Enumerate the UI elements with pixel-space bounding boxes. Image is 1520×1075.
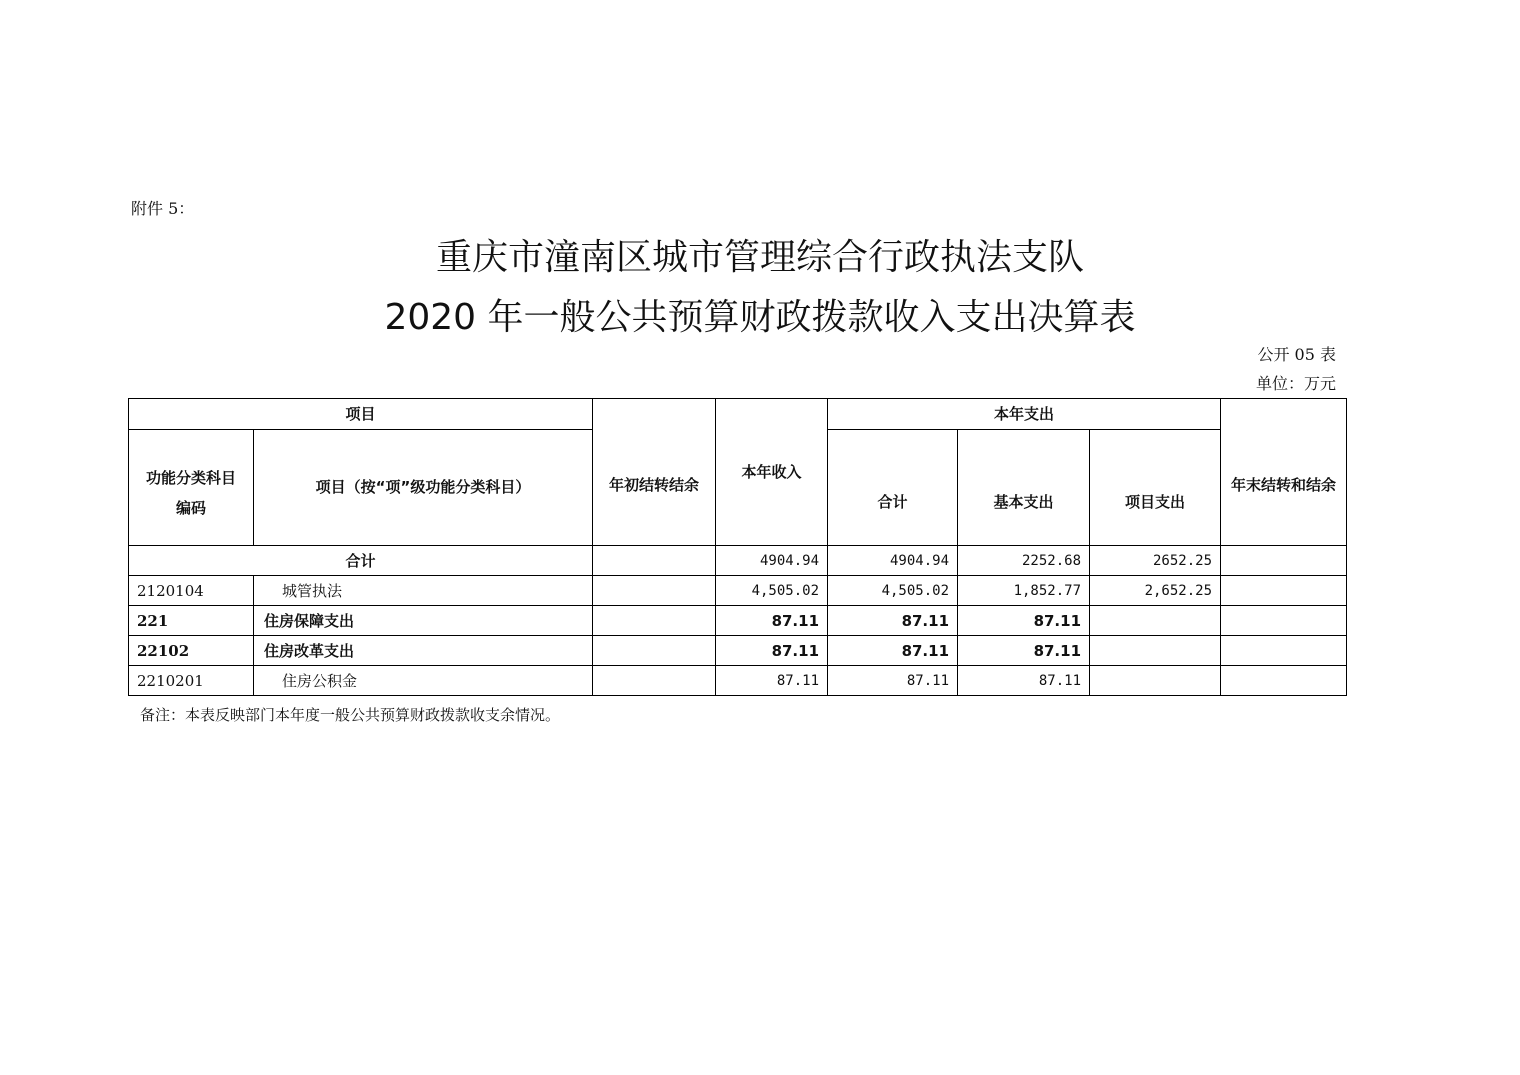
row-name: 住房保障支出 — [254, 606, 593, 636]
table-code: 公开 05 表 — [1257, 345, 1336, 364]
row-basic: 1,852.77 — [958, 576, 1090, 606]
table-note: 备注：本表反映部门本年度一般公共预算财政拨款收支余情况。 — [140, 706, 561, 724]
header-opening-balance: 年初结转结余 — [593, 399, 716, 546]
document-title-line2: 2020 年一般公共预算财政拨款收入支出决算表 — [384, 297, 1136, 338]
row-income: 87.11 — [716, 606, 828, 636]
row-code: 22102 — [129, 636, 254, 666]
row-basic: 87.11 — [958, 636, 1090, 666]
row-total: 87.11 — [828, 636, 958, 666]
row-income: 4,505.02 — [716, 576, 828, 606]
table-row — [129, 606, 1347, 636]
document-title-line1: 重庆市潼南区城市管理综合行政执法支队 — [435, 237, 1084, 278]
row-name: 城管执法 — [254, 576, 593, 606]
table-row — [129, 666, 1347, 696]
row-closing — [1221, 666, 1347, 696]
total-income: 4904.94 — [716, 546, 828, 576]
row-project — [1090, 636, 1221, 666]
table-row-total — [129, 546, 1347, 576]
total-closing — [1221, 546, 1347, 576]
budget-table — [128, 398, 1347, 696]
row-opening — [593, 606, 716, 636]
row-code: 221 — [129, 606, 254, 636]
total-basic: 2252.68 — [958, 546, 1090, 576]
row-income: 87.11 — [716, 666, 828, 696]
row-income: 87.11 — [716, 636, 828, 666]
header-expense-total: 合计 — [828, 430, 958, 546]
header-project-expense: 项目支出 — [1090, 430, 1221, 546]
total-opening — [593, 546, 716, 576]
header-basic-expense: 基本支出 — [958, 430, 1090, 546]
header-income: 本年收入 — [716, 399, 828, 546]
row-closing — [1221, 636, 1347, 666]
header-expense-group: 本年支出 — [828, 399, 1221, 430]
row-opening — [593, 576, 716, 606]
header-func-code: 功能分类科目编码 — [129, 430, 254, 546]
table-row — [129, 576, 1347, 606]
row-closing — [1221, 606, 1347, 636]
total-project: 2652.25 — [1090, 546, 1221, 576]
row-name: 住房公积金 — [254, 666, 593, 696]
header-closing-balance: 年末结转和结余 — [1221, 399, 1347, 546]
row-total: 87.11 — [828, 666, 958, 696]
row-code: 2120104 — [129, 576, 254, 606]
row-basic: 87.11 — [958, 666, 1090, 696]
row-total: 4,505.02 — [828, 576, 958, 606]
row-code: 2210201 — [129, 666, 254, 696]
total-expense: 4904.94 — [828, 546, 958, 576]
row-opening — [593, 666, 716, 696]
total-label: 合计 — [129, 546, 593, 576]
row-opening — [593, 636, 716, 666]
row-basic: 87.11 — [958, 606, 1090, 636]
row-total: 87.11 — [828, 606, 958, 636]
row-project — [1090, 666, 1221, 696]
row-project — [1090, 606, 1221, 636]
row-closing — [1221, 576, 1347, 606]
table-row — [129, 636, 1347, 666]
header-project-name: 项目（按“项”级功能分类科目） — [254, 430, 593, 546]
row-project: 2,652.25 — [1090, 576, 1221, 606]
row-name: 住房改革支出 — [254, 636, 593, 666]
unit-label: 单位：万元 — [1255, 374, 1336, 393]
attachment-label: 附件 5： — [131, 199, 195, 218]
header-project: 项目 — [129, 399, 593, 430]
